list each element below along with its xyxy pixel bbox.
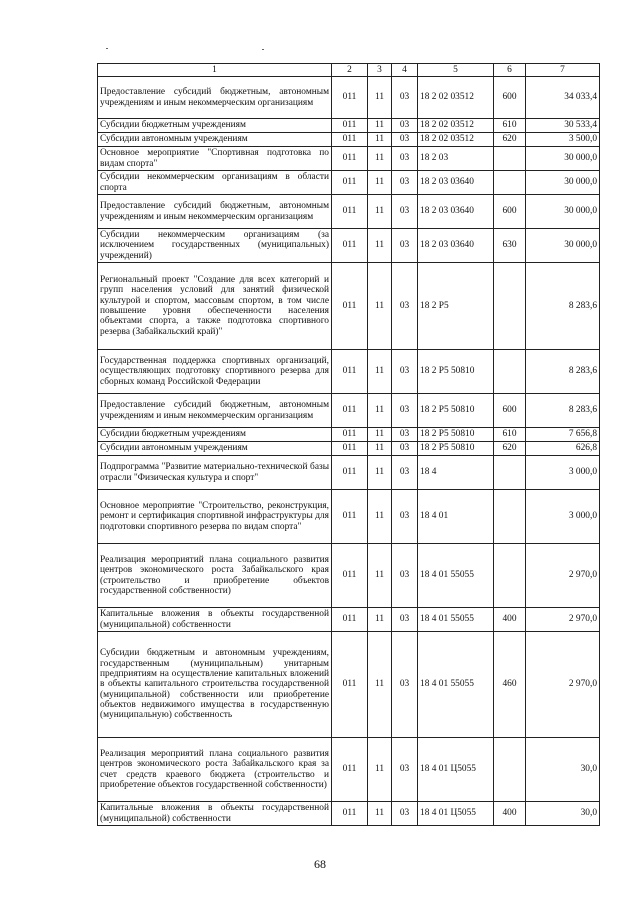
target-article-code: 18 4 01 [418, 490, 494, 544]
scan-speck [262, 49, 264, 50]
table-row [98, 456, 600, 490]
target-article-code: 18 2 P5 50810 [418, 428, 494, 442]
target-article-code: 18 2 02 03512 [418, 133, 494, 147]
subsection-code: 03 [392, 428, 418, 442]
amount: 3 000,0 [526, 490, 600, 544]
amount: 626,8 [526, 442, 600, 456]
subsection-code: 03 [392, 229, 418, 263]
table-row [98, 133, 600, 147]
subsection-code: 03 [392, 490, 418, 544]
row-name: Субсидии бюджетным и автономным учреждениям, государственным (муниципальным) унитарным предприятиям на осуществление капитальных вложений в объекты капитального строительства государственной (муниципальной) собственности или приобретение объектов недвижимого имущества в государственную (муниципальную) собственность [98, 632, 332, 738]
section-code: 11 [368, 632, 392, 738]
table-row [98, 229, 600, 263]
section-code: 11 [368, 456, 392, 490]
page-number: 68 [314, 857, 326, 871]
row-name: Основное мероприятие "Строительство, реконструкция, ремонт и сертификация спортивной инфраструктуры для подготовки спортивного резерва по видам спорта" [98, 490, 332, 544]
expense-type-code: 620 [494, 133, 526, 147]
table-header-row [98, 64, 600, 77]
admin-code: 011 [332, 608, 368, 632]
admin-code: 011 [332, 544, 368, 608]
admin-code: 011 [332, 442, 368, 456]
target-article-code: 18 2 02 03512 [418, 77, 494, 119]
expense-type-code: 600 [494, 394, 526, 428]
amount: 8 283,6 [526, 263, 600, 350]
admin-code: 011 [332, 119, 368, 133]
amount: 8 283,6 [526, 350, 600, 394]
expense-type-code [494, 147, 526, 171]
table-row [98, 119, 600, 133]
expense-type-code [494, 263, 526, 350]
section-code: 11 [368, 119, 392, 133]
section-code: 11 [368, 608, 392, 632]
expense-type-code: 460 [494, 632, 526, 738]
admin-code: 011 [332, 802, 368, 826]
subsection-code: 03 [392, 195, 418, 229]
section-code: 11 [368, 802, 392, 826]
amount: 30 000,0 [526, 229, 600, 263]
subsection-code: 03 [392, 119, 418, 133]
table-row [98, 394, 600, 428]
amount: 30,0 [526, 802, 600, 826]
target-article-code: 18 4 01 55055 [418, 608, 494, 632]
admin-code: 011 [332, 428, 368, 442]
table-row [98, 77, 600, 119]
amount: 30 000,0 [526, 147, 600, 171]
section-code: 11 [368, 195, 392, 229]
section-code: 11 [368, 229, 392, 263]
amount: 30 000,0 [526, 195, 600, 229]
expense-type-code [494, 738, 526, 802]
row-name: Субсидии некоммерческим организациям (за исключением государственных (муниципальных) учреждений) [98, 229, 332, 263]
row-name: Реализация мероприятий плана социального развития центров экономического роста Забайкальского края за счет средств краевого бюджета (строительство и приобретение объектов государственной собственности) [98, 738, 332, 802]
expense-type-code: 400 [494, 802, 526, 826]
row-name: Субсидии автономным учреждениям [98, 133, 332, 147]
admin-code: 011 [332, 738, 368, 802]
target-article-code: 18 2 03 03640 [418, 229, 494, 263]
section-code: 11 [368, 442, 392, 456]
table-row [98, 171, 600, 195]
section-code: 11 [368, 428, 392, 442]
column-header: 4 [392, 64, 418, 77]
expense-type-code: 620 [494, 442, 526, 456]
expense-type-code: 400 [494, 608, 526, 632]
column-header: 6 [494, 64, 526, 77]
row-name: Субсидии автономным учреждениям [98, 442, 332, 456]
amount: 30 533,4 [526, 119, 600, 133]
subsection-code: 03 [392, 442, 418, 456]
admin-code: 011 [332, 394, 368, 428]
row-name: Предоставление субсидий бюджетным, автономным учреждениям и иным некоммерческим организациям [98, 77, 332, 119]
expense-type-code [494, 171, 526, 195]
section-code: 11 [368, 350, 392, 394]
admin-code: 011 [332, 133, 368, 147]
target-article-code: 18 2 03 [418, 147, 494, 171]
target-article-code: 18 2 02 03512 [418, 119, 494, 133]
admin-code: 011 [332, 77, 368, 119]
row-name: Региональный проект "Создание для всех категорий и групп населения условий для занятий физической культурой и спортом, массовым спортом, в том числе повышение уровня обеспеченности населения объектами спорта, а также подготовка спортивного резерва (Забайкальский край)" [98, 263, 332, 350]
admin-code: 011 [332, 632, 368, 738]
section-code: 11 [368, 263, 392, 350]
column-header: 2 [332, 64, 368, 77]
row-name: Государственная поддержка спортивных организаций, осуществляющих подготовку спортивного резерва для сборных команд Российской Федерации [98, 350, 332, 394]
table-row [98, 632, 600, 738]
row-name: Субсидии бюджетным учреждениям [98, 119, 332, 133]
column-header: 3 [368, 64, 392, 77]
target-article-code: 18 4 01 Ц5055 [418, 738, 494, 802]
subsection-code: 03 [392, 738, 418, 802]
table-row [98, 544, 600, 608]
subsection-code: 03 [392, 133, 418, 147]
subsection-code: 03 [392, 456, 418, 490]
row-name: Предоставление субсидий бюджетным, автономным учреждениям и иным некоммерческим организациям [98, 195, 332, 229]
admin-code: 011 [332, 350, 368, 394]
subsection-code: 03 [392, 802, 418, 826]
section-code: 11 [368, 490, 392, 544]
admin-code: 011 [332, 195, 368, 229]
column-header: 1 [98, 64, 332, 77]
target-article-code: 18 4 01 55055 [418, 632, 494, 738]
target-article-code: 18 4 01 55055 [418, 544, 494, 608]
section-code: 11 [368, 171, 392, 195]
table-row [98, 802, 600, 826]
subsection-code: 03 [392, 350, 418, 394]
subsection-code: 03 [392, 608, 418, 632]
admin-code: 011 [332, 229, 368, 263]
table-body [98, 64, 600, 826]
row-name: Субсидии некоммерческим организациям в области спорта [98, 171, 332, 195]
amount: 2 970,0 [526, 544, 600, 608]
expense-type-code: 600 [494, 195, 526, 229]
section-code: 11 [368, 133, 392, 147]
budget-table [97, 63, 600, 826]
row-name: Субсидии бюджетным учреждениям [98, 428, 332, 442]
amount: 8 283,6 [526, 394, 600, 428]
subsection-code: 03 [392, 632, 418, 738]
expense-type-code [494, 544, 526, 608]
expense-type-code [494, 456, 526, 490]
scan-speck [106, 48, 108, 49]
target-article-code: 18 2 03 03640 [418, 171, 494, 195]
section-code: 11 [368, 738, 392, 802]
table-row [98, 608, 600, 632]
row-name: Капитальные вложения в объекты государственной (муниципальной) собственности [98, 802, 332, 826]
admin-code: 011 [332, 171, 368, 195]
section-code: 11 [368, 544, 392, 608]
amount: 2 970,0 [526, 608, 600, 632]
target-article-code: 18 2 P5 50810 [418, 394, 494, 428]
table-row [98, 428, 600, 442]
amount: 2 970,0 [526, 632, 600, 738]
section-code: 11 [368, 77, 392, 119]
target-article-code: 18 2 P5 50810 [418, 442, 494, 456]
table-row [98, 195, 600, 229]
subsection-code: 03 [392, 147, 418, 171]
table-row [98, 147, 600, 171]
target-article-code: 18 4 [418, 456, 494, 490]
admin-code: 011 [332, 456, 368, 490]
column-header: 5 [418, 64, 494, 77]
admin-code: 011 [332, 490, 368, 544]
expense-type-code: 600 [494, 77, 526, 119]
row-name: Реализация мероприятий плана социального развития центров экономического роста Забайкальского края (строительство и приобретение объектов государственной собственности) [98, 544, 332, 608]
subsection-code: 03 [392, 263, 418, 350]
expense-type-code [494, 350, 526, 394]
row-name: Подпрограмма "Развитие материально-технической базы отрасли "Физическая культура и спорт" [98, 456, 332, 490]
column-header: 7 [526, 64, 600, 77]
amount: 7 656,8 [526, 428, 600, 442]
subsection-code: 03 [392, 171, 418, 195]
amount: 3 000,0 [526, 456, 600, 490]
amount: 30 000,0 [526, 171, 600, 195]
row-name: Предоставление субсидий бюджетным, автономным учреждениям и иным некоммерческим организациям [98, 394, 332, 428]
expense-type-code: 630 [494, 229, 526, 263]
row-name: Капитальные вложения в объекты государственной (муниципальной) собственности [98, 608, 332, 632]
subsection-code: 03 [392, 77, 418, 119]
amount: 34 033,4 [526, 77, 600, 119]
subsection-code: 03 [392, 394, 418, 428]
table-row [98, 490, 600, 544]
target-article-code: 18 2 P5 [418, 263, 494, 350]
amount: 3 500,0 [526, 133, 600, 147]
target-article-code: 18 2 P5 50810 [418, 350, 494, 394]
admin-code: 011 [332, 263, 368, 350]
target-article-code: 18 4 01 Ц5055 [418, 802, 494, 826]
section-code: 11 [368, 394, 392, 428]
table-row [98, 350, 600, 394]
section-code: 11 [368, 147, 392, 171]
expense-type-code: 610 [494, 119, 526, 133]
table-row [98, 263, 600, 350]
table-row [98, 442, 600, 456]
table-row [98, 738, 600, 802]
expense-type-code: 610 [494, 428, 526, 442]
expense-type-code [494, 490, 526, 544]
amount: 30,0 [526, 738, 600, 802]
row-name: Основное мероприятие "Спортивная подготовка по видам спорта" [98, 147, 332, 171]
subsection-code: 03 [392, 544, 418, 608]
admin-code: 011 [332, 147, 368, 171]
target-article-code: 18 2 03 03640 [418, 195, 494, 229]
